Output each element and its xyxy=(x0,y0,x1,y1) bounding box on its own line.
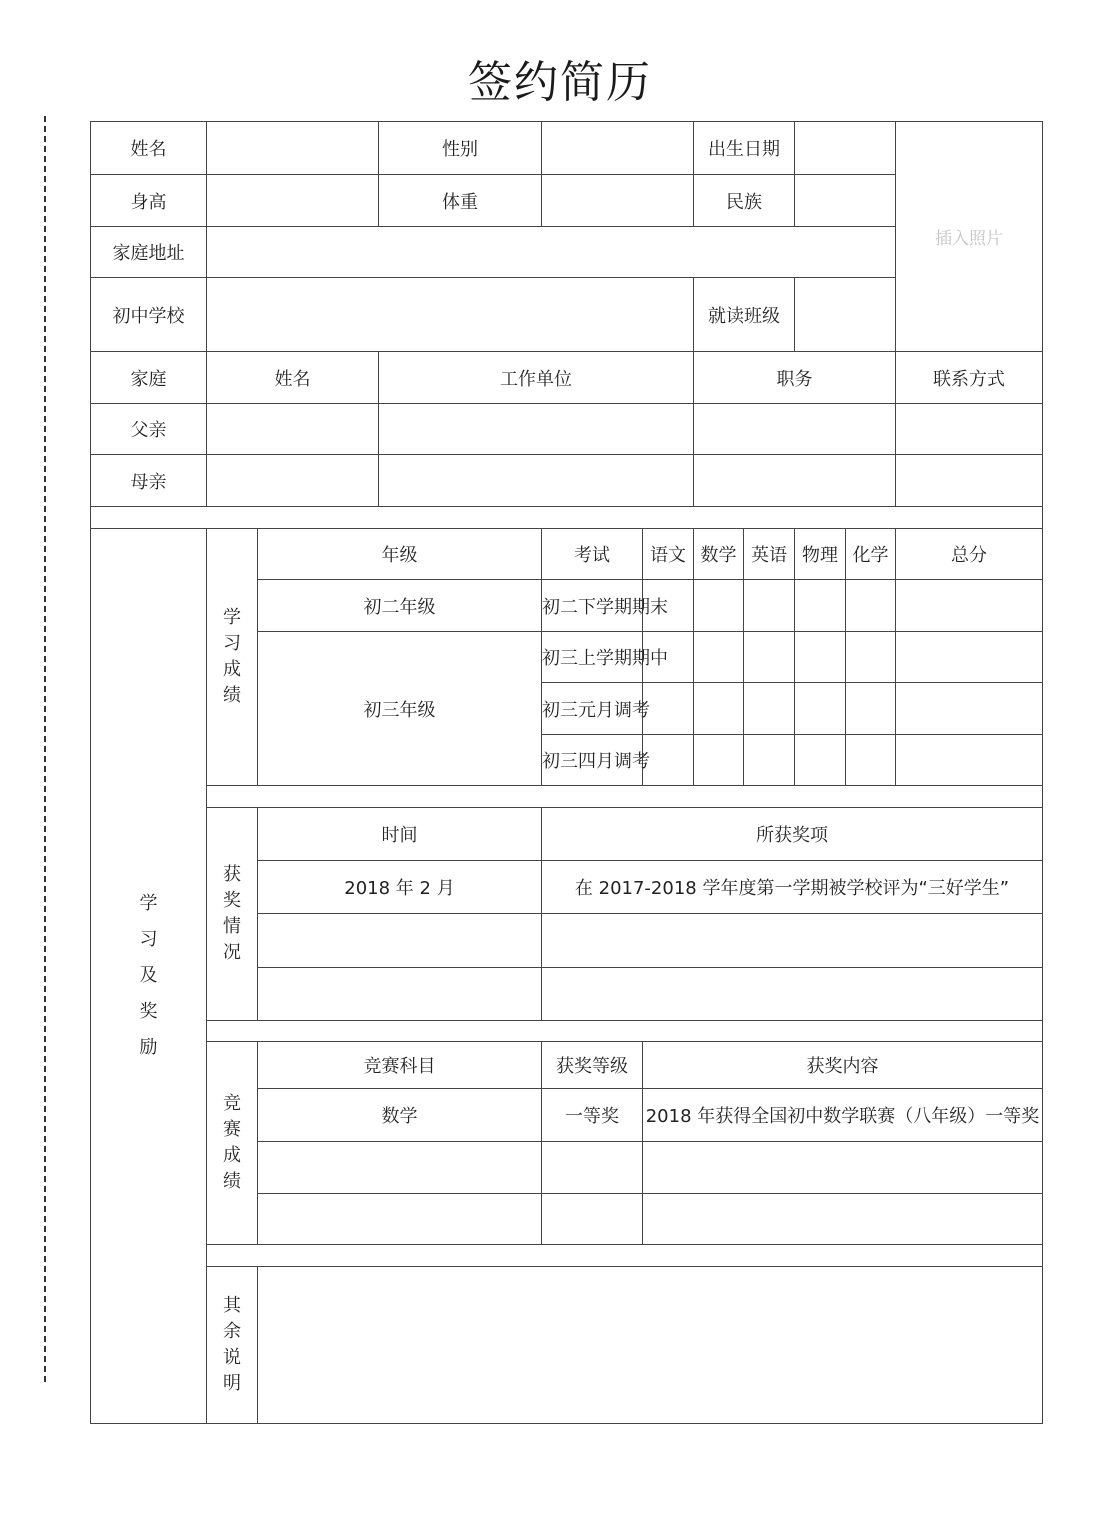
score-cell[interactable] xyxy=(694,735,744,786)
birth-date-value[interactable] xyxy=(795,122,896,175)
photo-placeholder[interactable]: 插入照片 xyxy=(896,122,1043,352)
class-value[interactable] xyxy=(795,278,896,352)
score-cell[interactable] xyxy=(795,580,846,632)
exam-label: 初二下学期期末 xyxy=(542,580,643,632)
score-cell[interactable] xyxy=(643,735,694,786)
award-time-value[interactable] xyxy=(258,914,542,968)
score-cell[interactable] xyxy=(846,735,896,786)
birth-date-label: 出生日期 xyxy=(694,122,795,175)
competition-content-value[interactable]: 2018 年获得全国初中数学联赛（八年级）一等奖 xyxy=(643,1089,1043,1142)
score-cell[interactable] xyxy=(744,683,795,735)
page-title: 签约简历 xyxy=(468,57,652,108)
weight-value[interactable] xyxy=(542,175,694,227)
father-position-value[interactable] xyxy=(694,404,896,455)
class-label: 就读班级 xyxy=(694,278,795,352)
other-remarks-value[interactable] xyxy=(258,1267,1043,1424)
spacer-row xyxy=(91,507,1043,529)
school-label: 初中学校 xyxy=(91,278,207,352)
competition-subject-value[interactable]: 数学 xyxy=(258,1089,542,1142)
gender-value[interactable] xyxy=(542,122,694,175)
exam-header: 考试 xyxy=(542,529,643,580)
contact-header: 联系方式 xyxy=(896,352,1043,404)
score-cell[interactable] xyxy=(694,580,744,632)
family-name-header: 姓名 xyxy=(207,352,379,404)
score-cell[interactable] xyxy=(846,580,896,632)
grade-header: 年级 xyxy=(258,529,542,580)
address-value[interactable] xyxy=(207,227,896,278)
other-section-label: 其余说明 xyxy=(207,1267,258,1424)
competition-level-value[interactable] xyxy=(542,1194,643,1245)
position-header: 职务 xyxy=(694,352,896,404)
weight-label: 体重 xyxy=(379,175,542,227)
father-contact-value[interactable] xyxy=(896,404,1043,455)
spacer-row xyxy=(207,1021,1043,1042)
chinese-header: 语文 xyxy=(643,529,694,580)
grade-3-label: 初三年级 xyxy=(258,632,542,786)
competition-content-header: 获奖内容 xyxy=(643,1042,1043,1089)
ethnicity-label: 民族 xyxy=(694,175,795,227)
score-cell[interactable] xyxy=(846,683,896,735)
score-cell[interactable] xyxy=(795,735,846,786)
score-cell[interactable] xyxy=(896,632,1043,683)
competition-subject-value[interactable] xyxy=(258,1194,542,1245)
father-label: 父亲 xyxy=(91,404,207,455)
competition-level-value[interactable]: 一等奖 xyxy=(542,1089,643,1142)
exam-label: 初三元月调考 xyxy=(542,683,643,735)
mother-name-value[interactable] xyxy=(207,455,379,507)
exam-label: 初三四月调考 xyxy=(542,735,643,786)
father-name-value[interactable] xyxy=(207,404,379,455)
grades-section-label: 学习成绩 xyxy=(207,529,258,786)
competition-content-value[interactable] xyxy=(643,1142,1043,1194)
award-time-header: 时间 xyxy=(258,808,542,861)
work-unit-header: 工作单位 xyxy=(379,352,694,404)
award-title-value[interactable]: 在 2017-2018 学年度第一学期被学校评为“三好学生” xyxy=(542,861,1043,914)
address-label: 家庭地址 xyxy=(91,227,207,278)
score-cell[interactable] xyxy=(744,632,795,683)
mother-contact-value[interactable] xyxy=(896,455,1043,507)
resume-form xyxy=(90,121,1043,1424)
spacer-row xyxy=(207,786,1043,808)
grade-2-label: 初二年级 xyxy=(258,580,542,632)
mother-position-value[interactable] xyxy=(694,455,896,507)
score-cell[interactable] xyxy=(795,683,846,735)
mother-work-value[interactable] xyxy=(379,455,694,507)
height-label: 身高 xyxy=(91,175,207,227)
gender-label: 性别 xyxy=(379,122,542,175)
study-awards-label: 学习及奖励 xyxy=(91,529,207,1424)
award-time-value[interactable] xyxy=(258,968,542,1021)
score-cell[interactable] xyxy=(744,580,795,632)
family-header: 家庭 xyxy=(91,352,207,404)
physics-header: 物理 xyxy=(795,529,846,580)
name-label: 姓名 xyxy=(91,122,207,175)
height-value[interactable] xyxy=(207,175,379,227)
competition-subject-value[interactable] xyxy=(258,1142,542,1194)
score-cell[interactable] xyxy=(694,632,744,683)
mother-label: 母亲 xyxy=(91,455,207,507)
father-work-value[interactable] xyxy=(379,404,694,455)
award-title-value[interactable] xyxy=(542,914,1043,968)
name-value[interactable] xyxy=(207,122,379,175)
score-cell[interactable] xyxy=(896,735,1043,786)
awards-section-label: 获奖情况 xyxy=(207,808,258,1021)
school-value[interactable] xyxy=(207,278,694,352)
exam-label: 初三上学期期中 xyxy=(542,632,643,683)
score-cell[interactable] xyxy=(744,735,795,786)
score-cell[interactable] xyxy=(896,580,1043,632)
score-cell[interactable] xyxy=(694,683,744,735)
award-title-value[interactable] xyxy=(542,968,1043,1021)
ethnicity-value[interactable] xyxy=(795,175,896,227)
competition-level-header: 获奖等级 xyxy=(542,1042,643,1089)
chemistry-header: 化学 xyxy=(846,529,896,580)
score-cell[interactable] xyxy=(896,683,1043,735)
score-cell[interactable] xyxy=(795,632,846,683)
competition-section-label: 竞赛成绩 xyxy=(207,1042,258,1245)
english-header: 英语 xyxy=(744,529,795,580)
cut-line xyxy=(44,116,46,1382)
award-title-header: 所获奖项 xyxy=(542,808,1043,861)
competition-content-value[interactable] xyxy=(643,1194,1043,1245)
score-cell[interactable] xyxy=(846,632,896,683)
competition-level-value[interactable] xyxy=(542,1142,643,1194)
spacer-row xyxy=(207,1245,1043,1267)
math-header: 数学 xyxy=(694,529,744,580)
award-time-value[interactable]: 2018 年 2 月 xyxy=(258,861,542,914)
score-cell[interactable] xyxy=(643,683,694,735)
competition-subject-header: 竞赛科目 xyxy=(258,1042,542,1089)
total-header: 总分 xyxy=(896,529,1043,580)
